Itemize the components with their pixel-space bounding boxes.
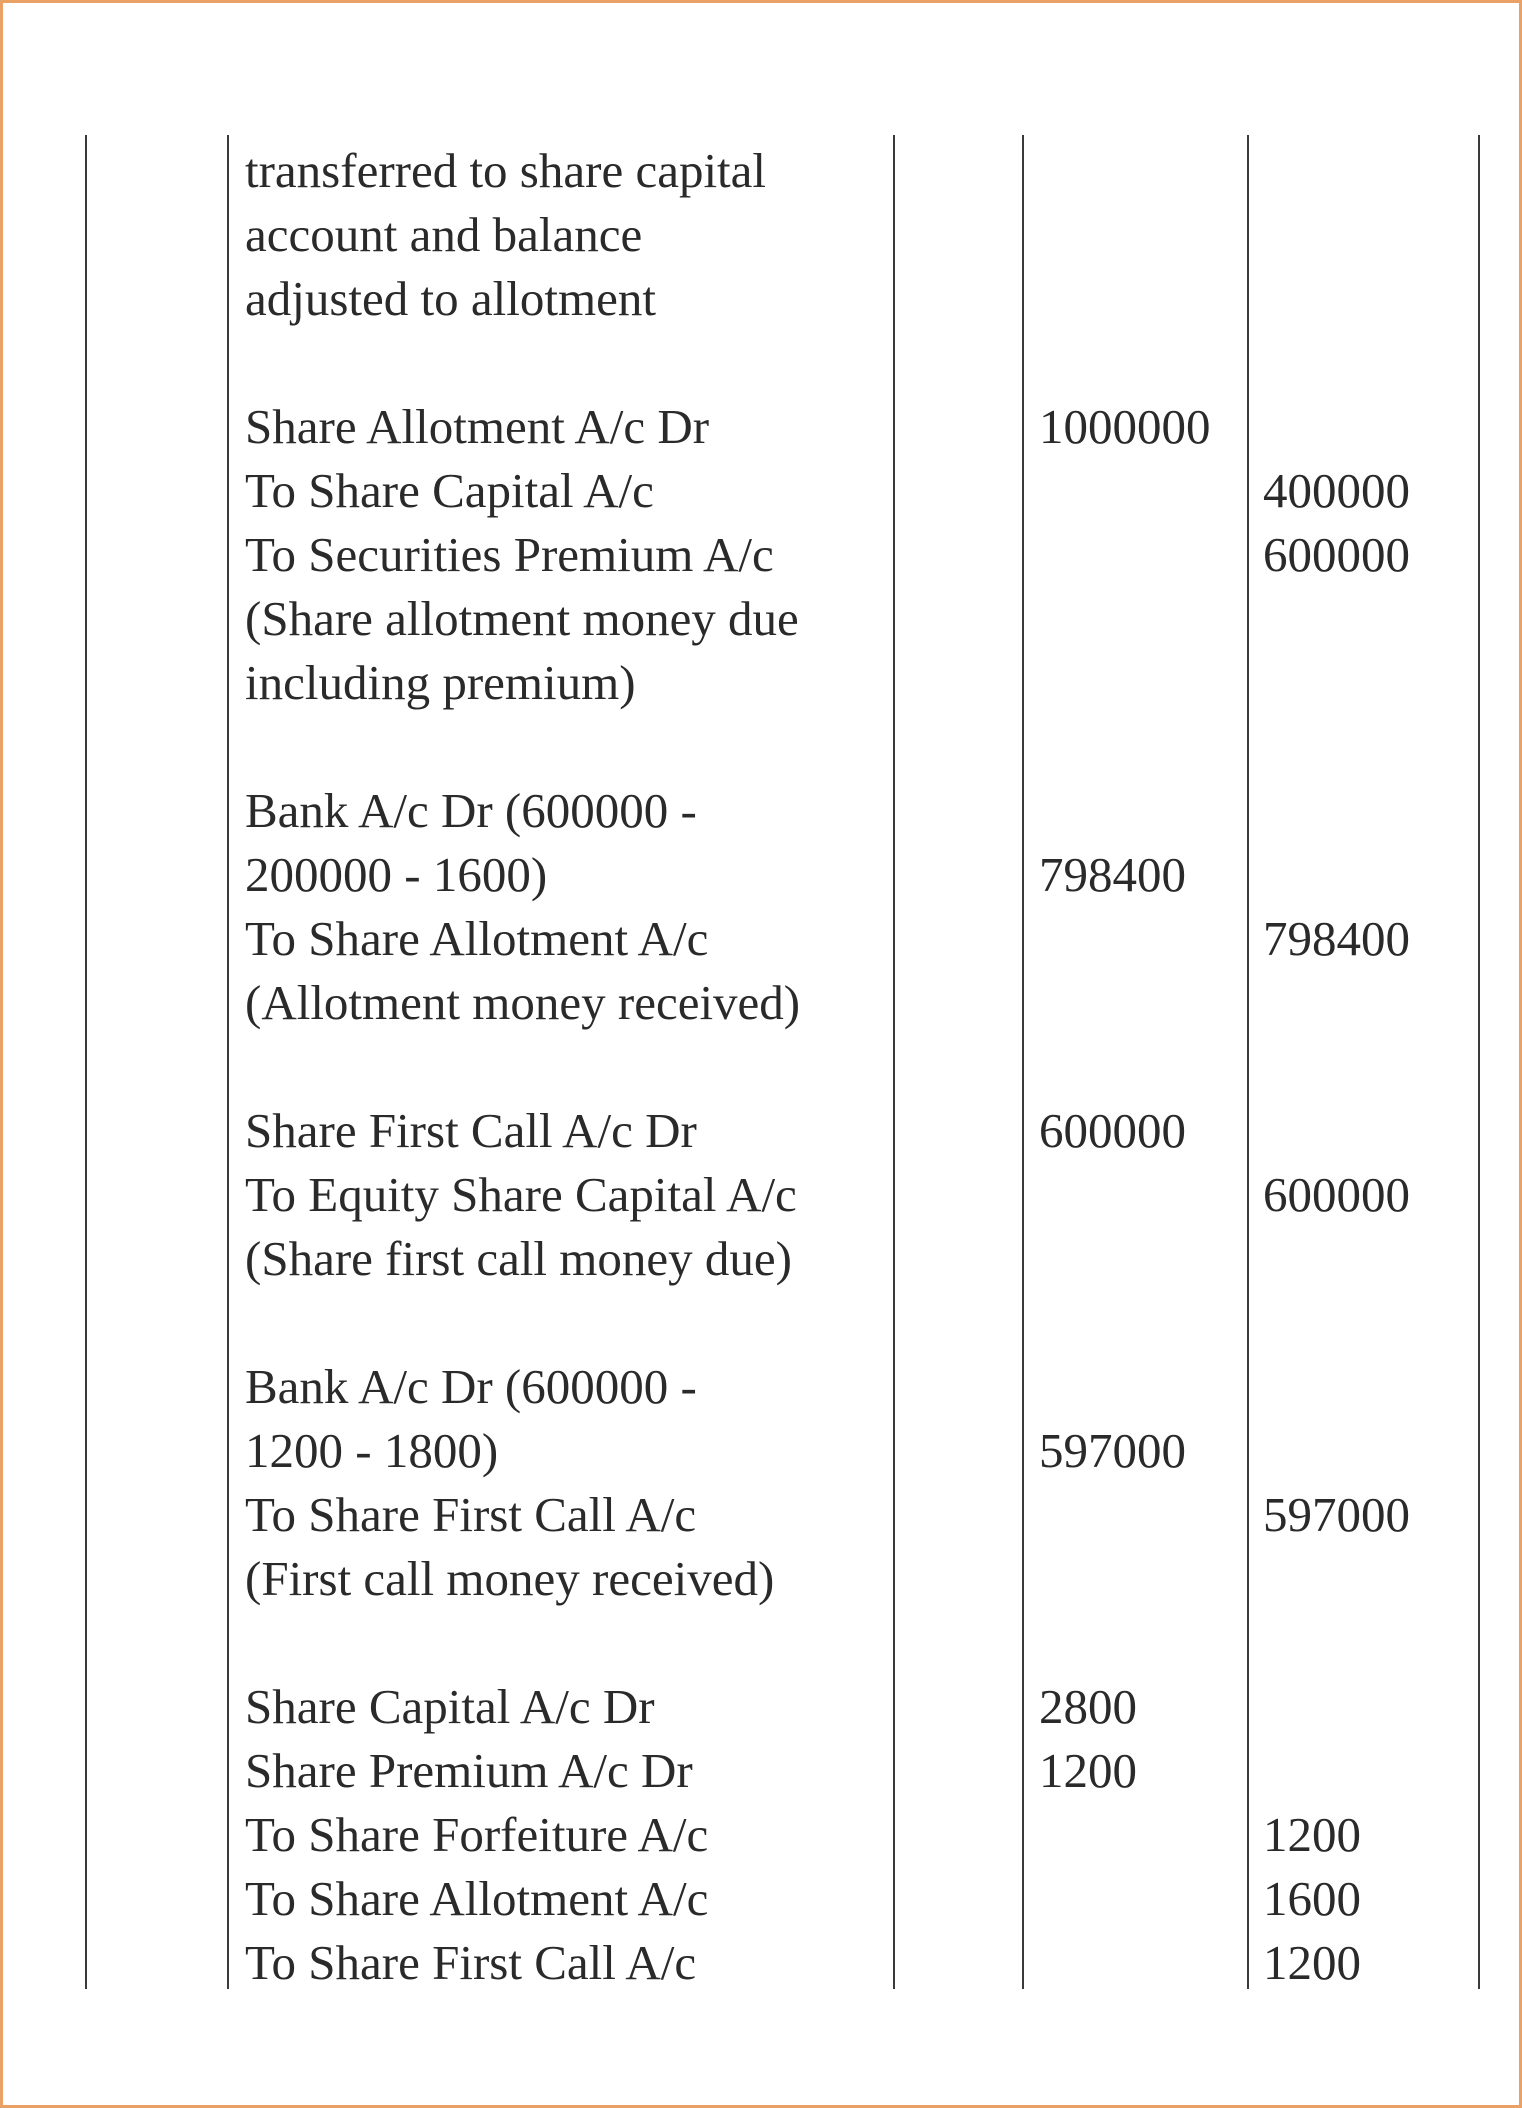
column-rule-lf (893, 135, 895, 1989)
entry-narration: (Allotment money received) (245, 975, 801, 1030)
entry-credit-amount: 1600 (1263, 1871, 1361, 1926)
column-rule-particulars-left (227, 135, 229, 1989)
entry-debit-amount: 1000000 (1039, 399, 1211, 454)
continuation-line: transferred to share capital (245, 143, 767, 198)
column-rule-date-left (85, 135, 87, 1989)
entry-particulars: Share First Call A/c Dr (245, 1103, 697, 1158)
entry-narration: (Share first call money due) (245, 1231, 792, 1286)
entry-particulars: To Share First Call A/c (245, 1487, 697, 1542)
entry-particulars: Share Capital A/c Dr (245, 1679, 655, 1734)
entry-particulars: Bank A/c Dr (600000 - (245, 1359, 697, 1414)
entry-credit-amount: 400000 (1263, 463, 1410, 518)
continuation-line: account and balance (245, 207, 643, 262)
entry-credit-amount: 597000 (1263, 1487, 1410, 1542)
entry-particulars: To Share Allotment A/c (245, 911, 709, 966)
entry-narration: including premium) (245, 655, 636, 710)
entry-debit-amount: 597000 (1039, 1423, 1186, 1478)
entry-particulars: To Securities Premium A/c (245, 527, 774, 582)
entry-particulars: To Share Allotment A/c (245, 1871, 709, 1926)
entry-particulars: Bank A/c Dr (600000 - (245, 783, 697, 838)
entry-credit-amount: 1200 (1263, 1807, 1361, 1862)
entry-particulars: To Equity Share Capital A/c (245, 1167, 797, 1222)
entry-credit-amount: 798400 (1263, 911, 1410, 966)
entry-debit-amount: 600000 (1039, 1103, 1186, 1158)
entry-credit-amount: 600000 (1263, 527, 1410, 582)
column-rule-debit (1022, 135, 1024, 1989)
entry-debit-amount: 1200 (1039, 1743, 1137, 1798)
entry-debit-amount: 2800 (1039, 1679, 1137, 1734)
entry-debit-amount: 798400 (1039, 847, 1186, 902)
continuation-line: adjusted to allotment (245, 271, 656, 326)
column-rule-credit (1247, 135, 1249, 1989)
entry-particulars: To Share Capital A/c (245, 463, 654, 518)
entry-particulars: To Share Forfeiture A/c (245, 1807, 709, 1862)
entry-credit-amount: 1200 (1263, 1935, 1361, 1990)
entry-particulars: 200000 - 1600) (245, 847, 548, 902)
entry-narration: (Share allotment money due (245, 591, 799, 646)
column-rule-right (1478, 135, 1480, 1989)
entry-particulars: To Share First Call A/c (245, 1935, 697, 1990)
entry-narration: (First call money received) (245, 1551, 775, 1606)
entry-particulars: Share Allotment A/c Dr (245, 399, 710, 454)
entry-particulars: Share Premium A/c Dr (245, 1743, 693, 1798)
entry-credit-amount: 600000 (1263, 1167, 1410, 1222)
entry-particulars: 1200 - 1800) (245, 1423, 499, 1478)
